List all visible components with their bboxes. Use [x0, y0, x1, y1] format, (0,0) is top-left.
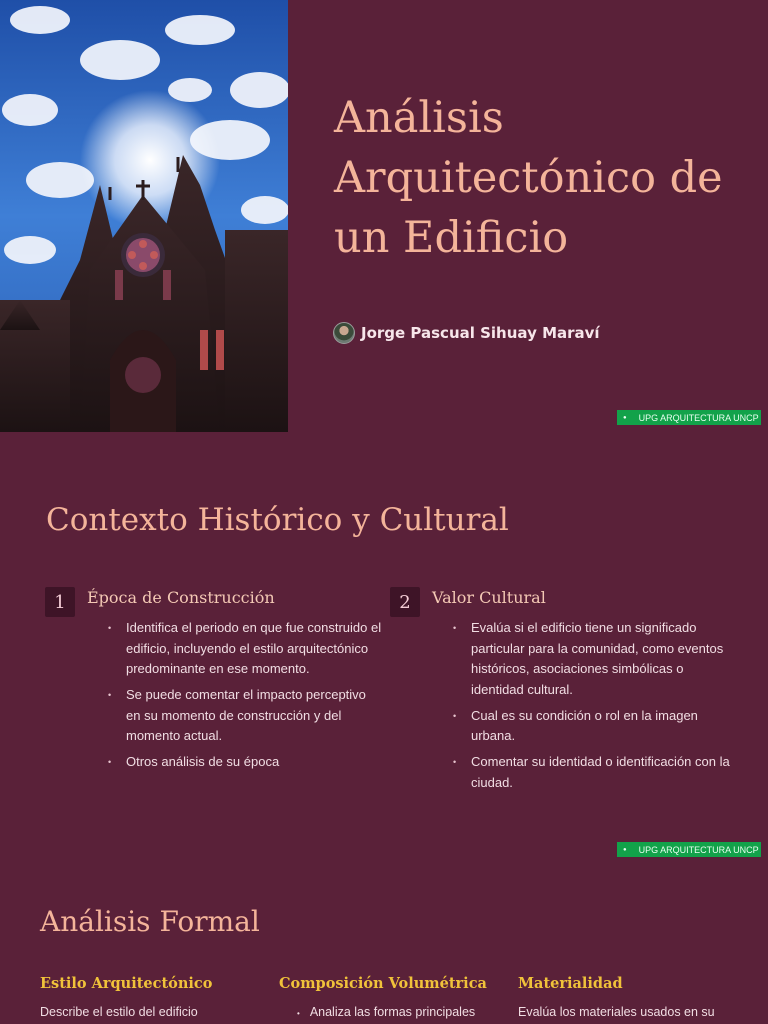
list-item: • Comentar su identidad o identificación con la ciudad. — [453, 752, 733, 793]
badge-label: UPG ARQUITECTURA UNCP — [638, 412, 759, 423]
bullet-list — [108, 618, 383, 778]
column-text-label: Analiza las formas principales — [309, 1005, 476, 1019]
column-title: Estilo Arquitectónico — [40, 975, 213, 992]
bullet-list — [453, 618, 733, 799]
card-title: Valor Cultural — [432, 588, 546, 607]
cathedral-photo — [0, 0, 288, 432]
list-item: • Se puede comentar el impacto perceptivo en su momento de construcción y del momento actual. — [108, 685, 383, 747]
column-text: Describe el estilo del edificio — [40, 1005, 198, 1019]
column-text — [297, 1005, 475, 1019]
author-line — [333, 322, 600, 344]
bullet-icon: • — [297, 1009, 300, 1018]
bullet-icon: ● — [623, 414, 627, 421]
card-title: Época de Construcción — [87, 588, 275, 607]
column-title: Composición Volumétrica — [279, 975, 487, 992]
section-title-context: Contexto Histórico y Cultural — [46, 502, 509, 538]
list-item: • Evalúa si el edificio tiene un significado particular para la comunidad, como eventos históricos, asociaciones simbólicas o identidad cultural. — [453, 618, 733, 700]
section-title-formal: Análisis Formal — [40, 905, 260, 938]
card-number: 1 — [45, 587, 75, 617]
watermark-badge — [617, 410, 761, 425]
watermark-badge — [617, 842, 761, 857]
column-title: Materialidad — [518, 975, 623, 992]
list-item: • Cual es su condición o rol en la imagen urbana. — [453, 706, 733, 747]
list-item: • Identifica el periodo en que fue construido el edificio, incluyendo el estilo arquitectónico predominante en ese momento. — [108, 618, 383, 680]
presentation-title: Análisis Arquitectónico de un Edificio — [334, 93, 723, 263]
column-text: Evalúa los materiales usados en su — [518, 1005, 715, 1019]
list-item: • Otros análisis de su época — [108, 752, 383, 773]
author-name: Jorge Pascual Sihuay Maraví — [361, 324, 600, 342]
bullet-icon: ● — [623, 846, 627, 853]
avatar — [333, 322, 355, 344]
badge-label: UPG ARQUITECTURA UNCP — [638, 844, 759, 855]
card-number: 2 — [390, 587, 420, 617]
